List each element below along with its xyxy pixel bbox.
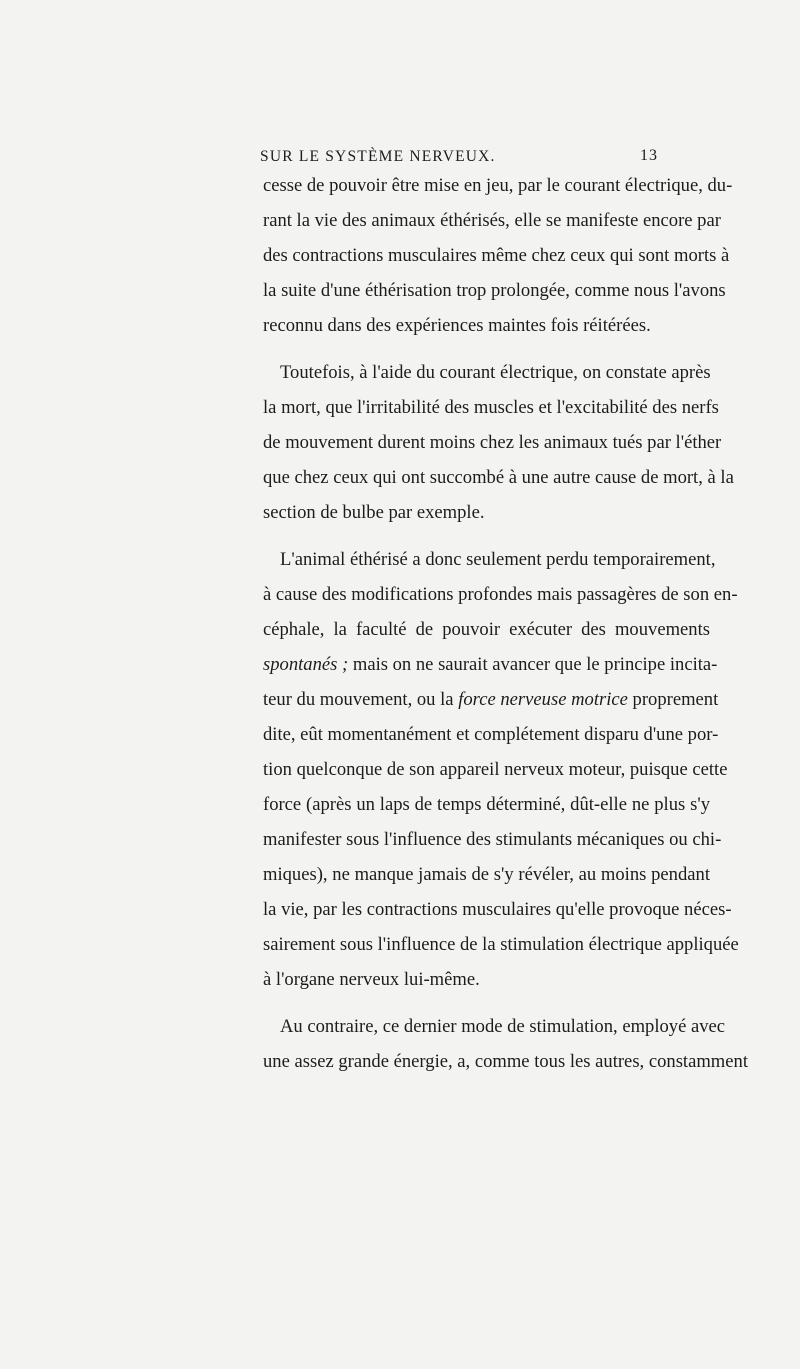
text-span: proprement [627, 689, 719, 710]
text-line: sairement sous l'influence de la stimulation électrique appliquée [263, 934, 739, 955]
text-span: teur du mouvement, ou la [263, 689, 459, 710]
text-line: des contractions musculaires même chez ceux qui sont morts à [263, 245, 730, 266]
text-line [263, 654, 718, 675]
text-line: reconnu dans des expériences maintes fois réitérées. [263, 315, 651, 336]
text-line: la suite d'une éthérisation trop prolongée, comme nous l'avons [263, 280, 726, 301]
text-line: que chez ceux qui ont succombé à une autre cause de mort, à la [263, 467, 734, 488]
text-line: section de bulbe par exemple. [263, 502, 485, 523]
italic-term: spontanés ; [263, 654, 349, 675]
text-line: Au contraire, ce dernier mode de stimulation, employé avec [280, 1016, 726, 1037]
text-line: dite, eût momentanément et complétement disparu d'une por- [263, 724, 719, 745]
text-line: force (après un laps de temps déterminé, dût-elle ne plus s'y [263, 794, 710, 815]
text-line: une assez grande énergie, a, comme tous les autres, constamment [263, 1051, 748, 1072]
italic-term: force nerveuse motrice [458, 689, 628, 710]
text-line: cesse de pouvoir être mise en jeu, par le courant électrique, du- [263, 175, 733, 196]
text-line: rant la vie des animaux éthérisés, elle se manifeste encore par [263, 210, 721, 231]
page-number: 13 [640, 147, 658, 164]
text-span: mais on ne saurait avancer que le principe incita- [348, 654, 718, 675]
text-line: L'animal éthérisé a donc seulement perdu temporairement, [280, 549, 716, 570]
text-line: à l'organe nerveux lui-même. [263, 969, 480, 990]
text-line: miques), ne manque jamais de s'y révéler, au moins pendant [263, 864, 710, 885]
text-line [263, 689, 719, 710]
text-line: manifester sous l'influence des stimulants mécaniques ou chi- [263, 829, 722, 850]
text-line: la vie, par les contractions musculaires qu'elle provoque néces- [263, 899, 732, 920]
text-line: de mouvement durent moins chez les animaux tués par l'éther [263, 432, 722, 453]
text-line: Toutefois, à l'aide du courant électrique, on constate après [280, 362, 711, 383]
text-line: céphale, la faculté de pouvoir exécuter des mouvements [263, 619, 710, 640]
text-line: la mort, que l'irritabilité des muscles et l'excitabilité des nerfs [263, 397, 719, 418]
running-head: SUR LE SYSTÈME NERVEUX. [260, 148, 496, 165]
text-line: tion quelconque de son appareil nerveux moteur, puisque cette [263, 759, 728, 780]
text-line: à cause des modifications profondes mais passagères de son en- [263, 584, 738, 605]
